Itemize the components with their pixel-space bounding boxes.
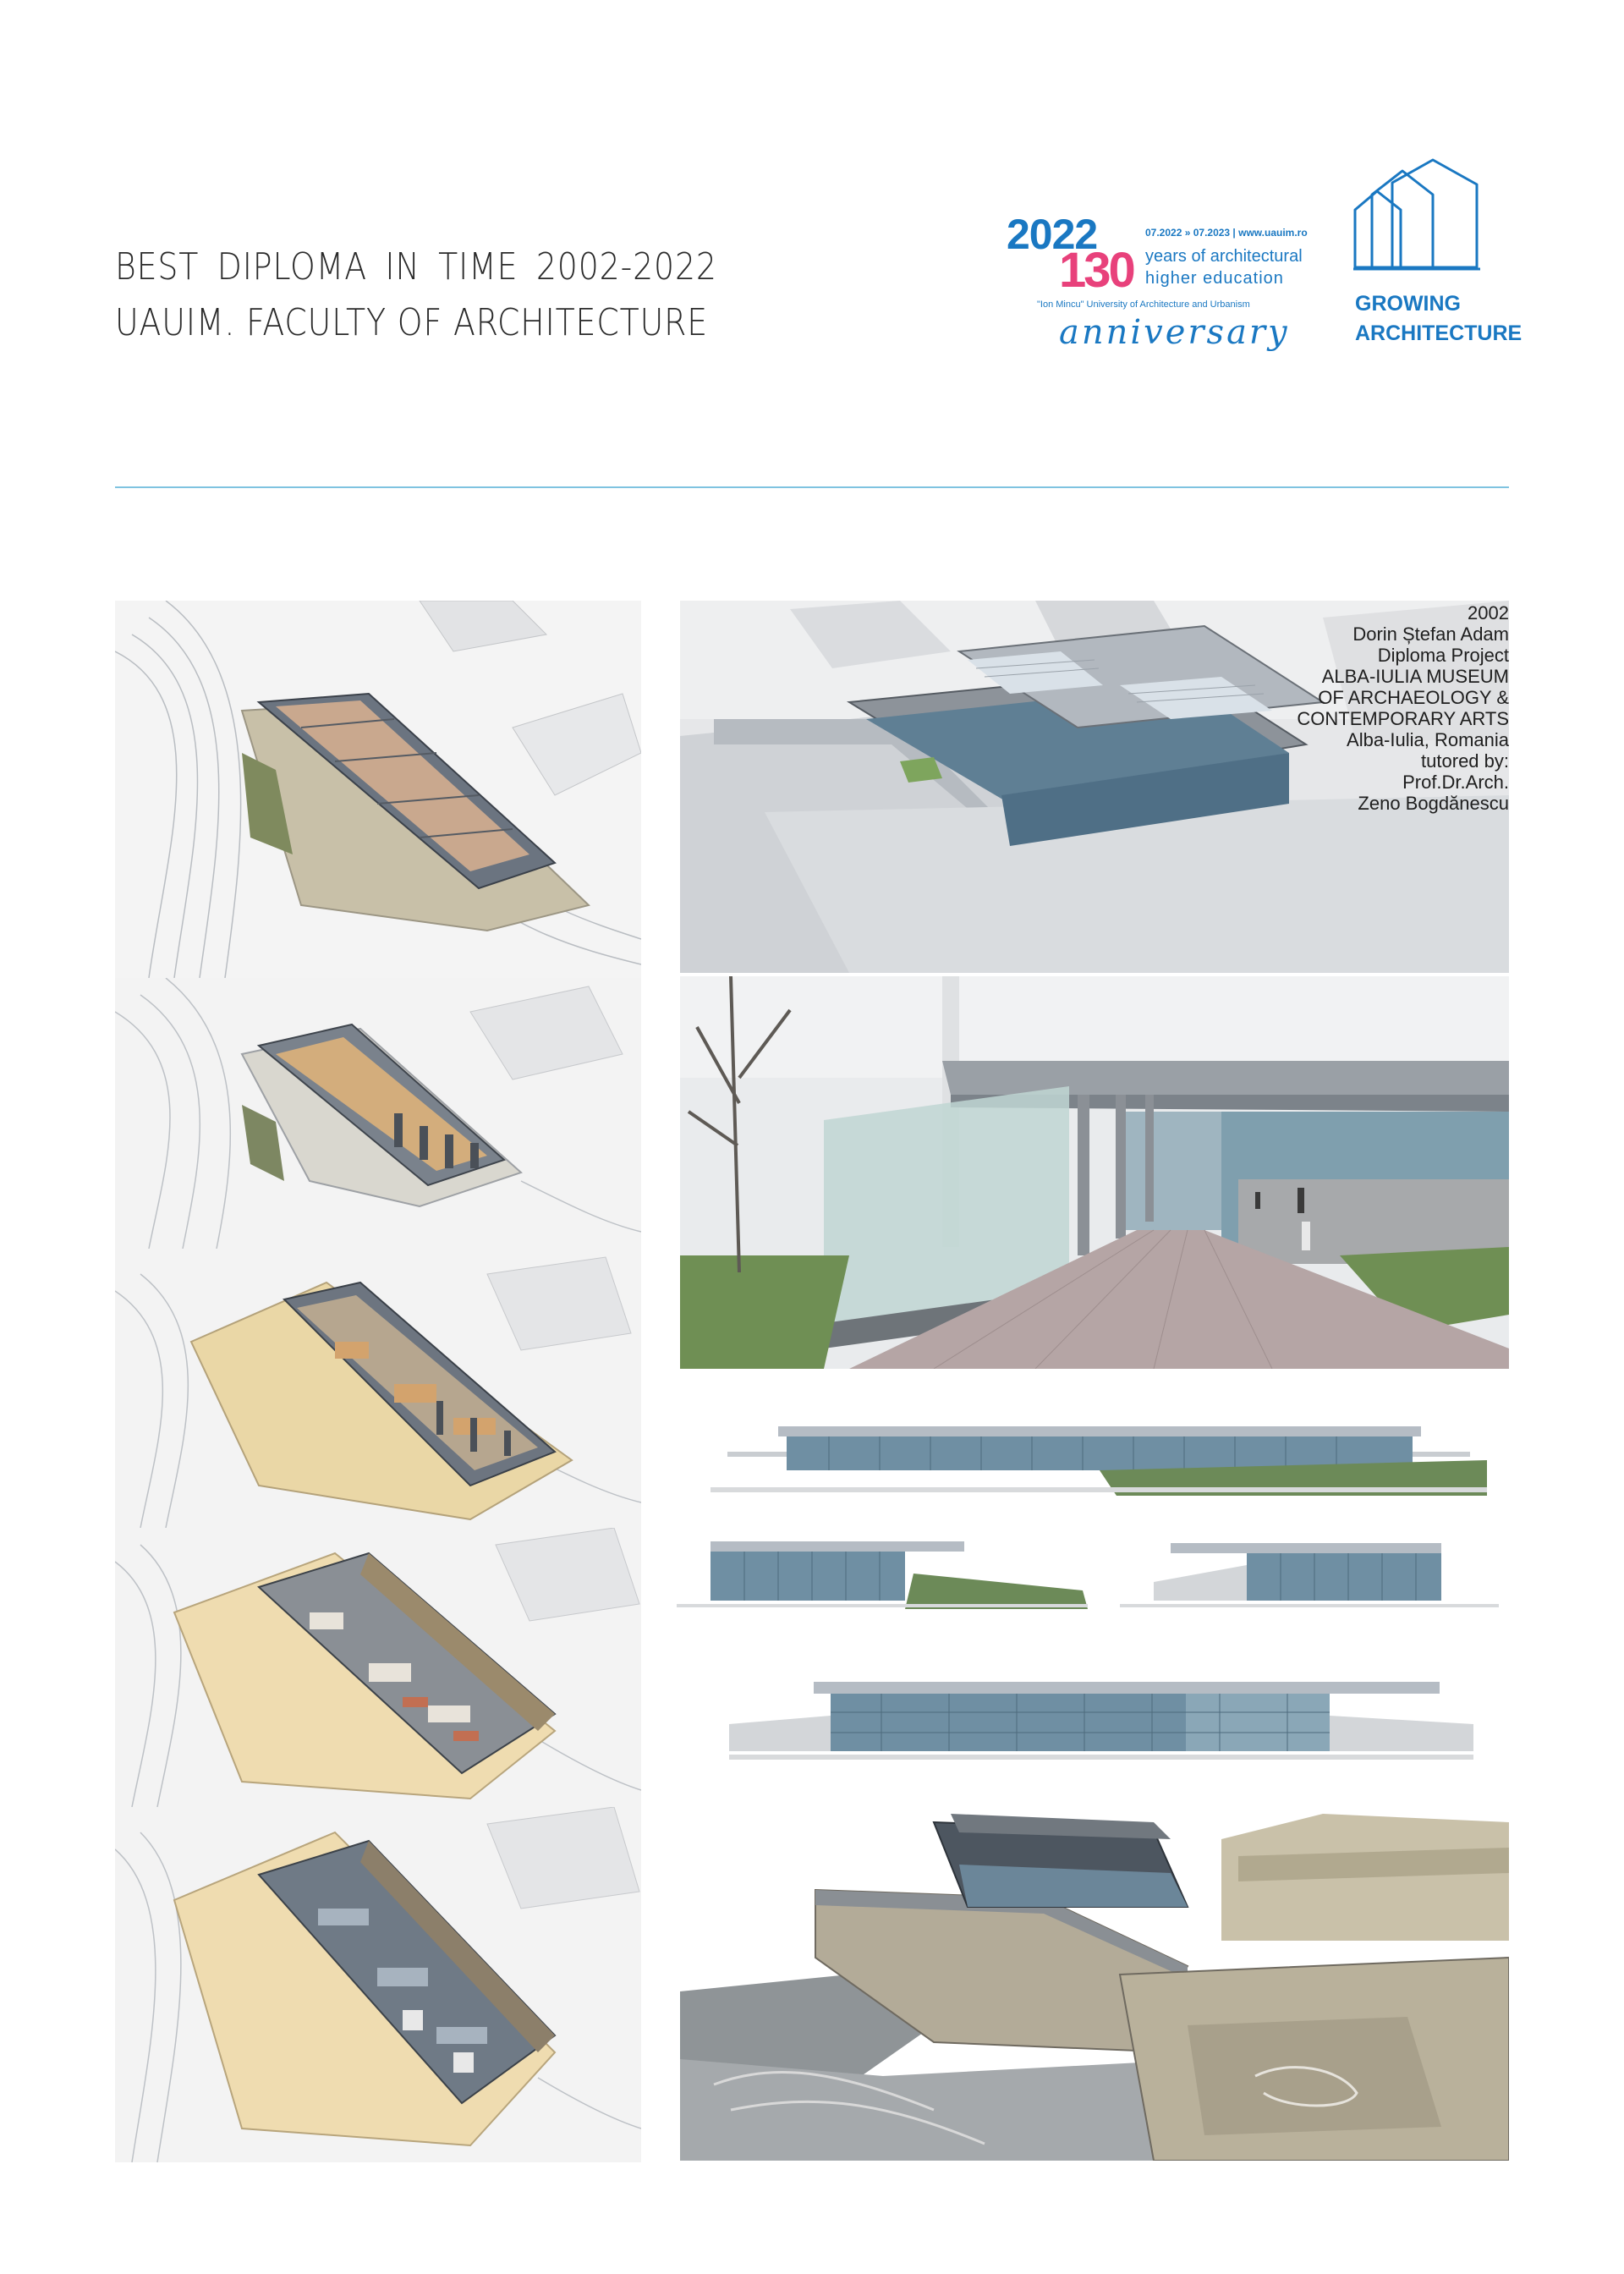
- anniversary-number: 130: [1059, 243, 1133, 298]
- fortress-perspective-render: [680, 1805, 1509, 2161]
- axonometric-view-5: [115, 1807, 641, 2162]
- axonometric-view-3: [115, 1249, 641, 1528]
- anniversary-dates: 07.2022 » 07.2023 | www.uauim.ro: [1145, 227, 1308, 239]
- growing-line-2: ARCHITECTURE: [1355, 321, 1522, 345]
- entrance-perspective-render: [680, 976, 1509, 1369]
- elevation-long-2: [729, 1673, 1473, 1766]
- anniversary-line-2: higher education: [1145, 269, 1284, 288]
- title-line-2: UAUIM. FACULTY OF ARCHITECTURE: [115, 301, 709, 344]
- anniversary-line-1: years of architectural: [1145, 247, 1303, 266]
- anniversary-year: 2022: [1007, 211, 1098, 258]
- caption-location: Alba-Iulia, Romania: [1347, 729, 1509, 750]
- elevation-short-2: [1120, 1540, 1499, 1609]
- header-divider: [115, 486, 1509, 488]
- growing-line-1: GROWING: [1355, 292, 1461, 316]
- caption-title-2: OF ARCHAEOLOGY &: [1318, 687, 1509, 708]
- caption-author: Dorin Ștefan Adam: [1352, 623, 1509, 645]
- anniversary-word: anniversary: [1059, 313, 1290, 352]
- caption-year: 2002: [1468, 602, 1509, 623]
- caption-title-3: CONTEMPORARY ARTS: [1297, 708, 1509, 729]
- axonometric-view-4: [115, 1528, 641, 1807]
- caption-tutor-label: tutored by:: [1421, 750, 1509, 772]
- anniversary-university: "Ion Mincu" University of Architecture and Urbanism: [1037, 299, 1250, 310]
- caption-tutor-name: Zeno Bogdănescu: [1358, 793, 1509, 814]
- caption-title-1: ALBA-IULIA MUSEUM: [1321, 666, 1509, 687]
- caption-tutor-title: Prof.Dr.Arch.: [1402, 772, 1509, 793]
- caption-type: Diploma Project: [1377, 645, 1509, 666]
- axonometric-view-1: [115, 601, 641, 978]
- title-line-1: BEST DIPLOMA IN TIME 2002-2022: [115, 245, 717, 288]
- houses-icon: [1352, 157, 1482, 274]
- elevation-long-1: [710, 1418, 1487, 1496]
- project-caption: [1297, 602, 1509, 814]
- axonometric-view-2: [115, 978, 641, 1249]
- elevation-short-1: [677, 1540, 1088, 1609]
